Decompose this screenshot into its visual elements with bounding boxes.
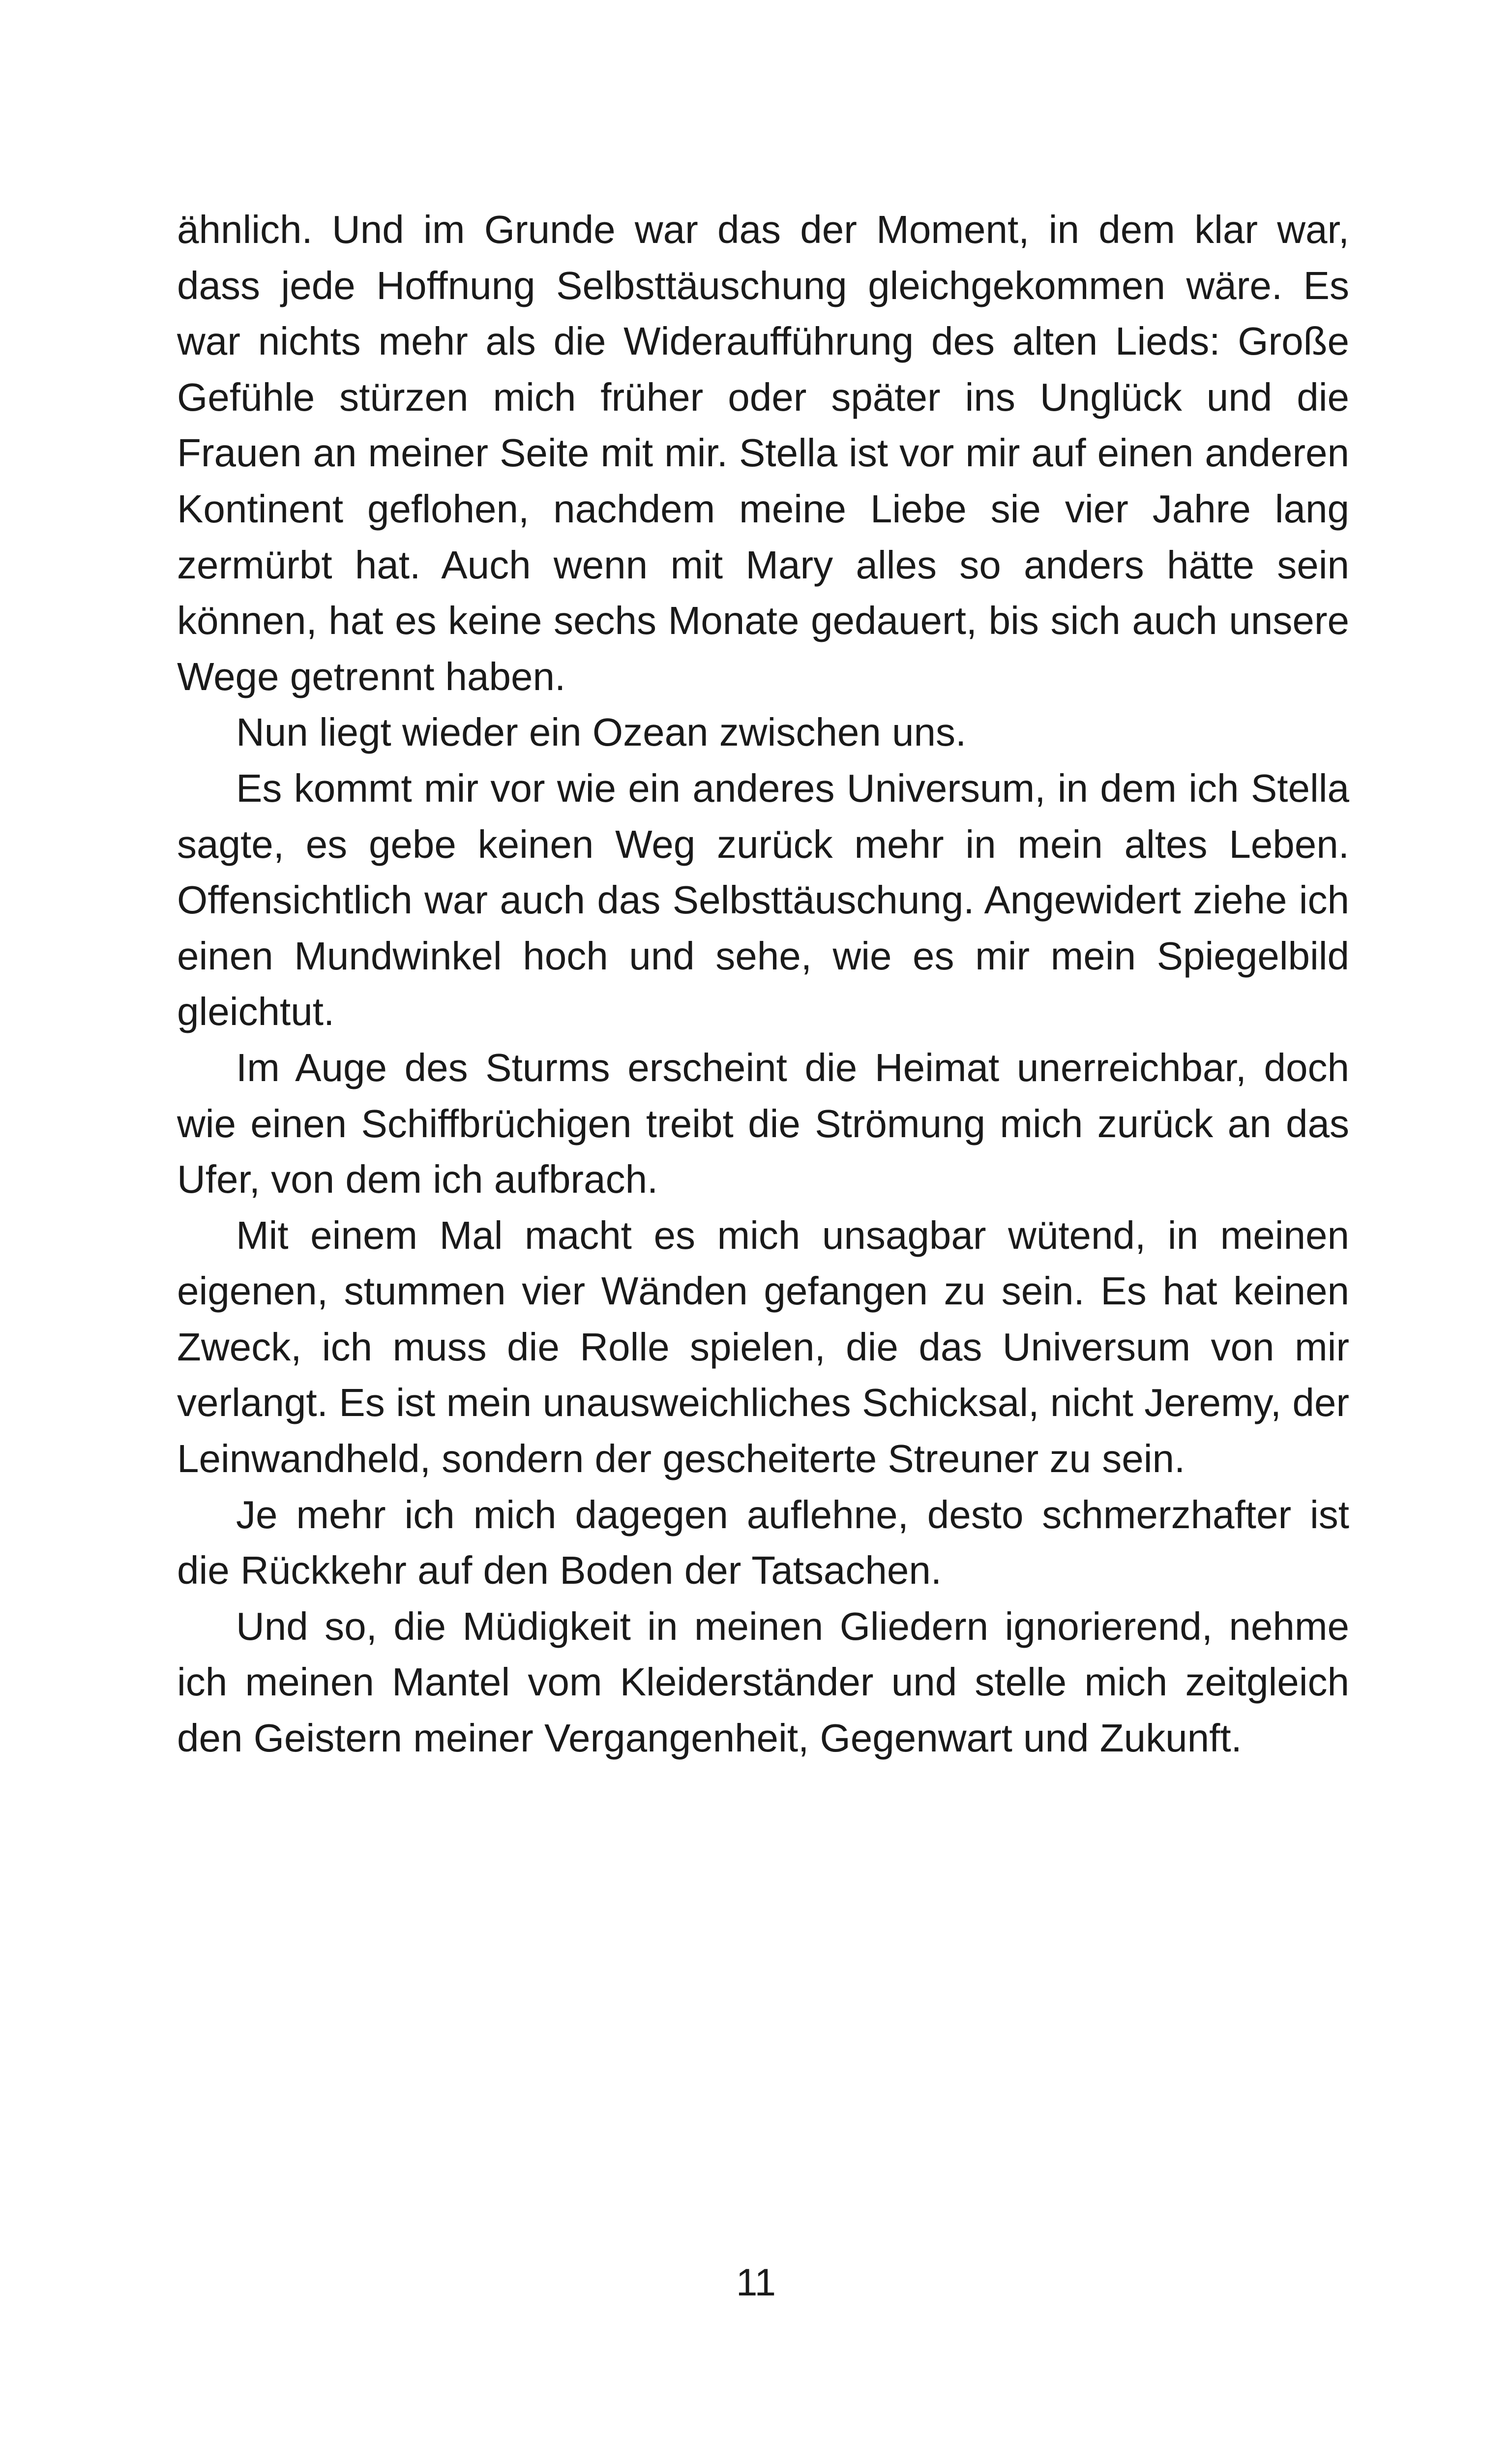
paragraph: Je mehr ich mich dagegen auflehne, desto schmerzhafter ist die Rückkehr auf den Boden der Tatsachen.: [177, 1492, 1349, 1593]
paragraph: Nun liegt wieder ein Ozean zwischen uns.: [236, 710, 967, 754]
paragraph-continued: ähnlich. Und im Grunde war das der Moment, in dem klar war, dass jede Hoffnung Selbsttäuschung gleichgekommen wäre. Es war nichts mehr als die Wideraufführung des alten Lieds: Große Gefühle stürzen mich früher oder später ins Unglück und die Frauen an meiner Seite mit mir. Stella ist vor mir auf einen anderen Kontinent geflohen, nachdem meine Liebe sie vier Jahre lang zermürbt hat. Auch wenn mit Mary alles so anders hätte sein können, hat es keine sechs Monate gedauert, bis sich auch unsere Wege getrennt haben.: [177, 208, 1349, 698]
body-text: [177, 202, 1349, 1766]
paragraph: Mit einem Mal macht es mich unsagbar wütend, in meinen eigenen, stummen vier Wänden gefangen zu sein. Es hat keinen Zweck, ich muss die Rolle spielen, die das Universum von mir verlangt. Es ist mein unausweichliches Schicksal, nicht Jeremy, der Leinwandheld, sondern der gescheiterte Streuner zu sein.: [177, 1213, 1349, 1481]
page-number: 11: [736, 2261, 776, 2304]
paragraph: Es kommt mir vor wie ein anderes Universum, in dem ich Stella sagte, es gebe keinen Weg zurück mehr in mein altes Leben. Offensichtlich war auch das Selbsttäuschung. Angewidert ziehe ich einen Mundwinkel hoch und sehe, wie es mir mein Spiegelbild gleichtut.: [177, 766, 1349, 1034]
paragraph: Im Auge des Sturms erscheint die Heimat unerreichbar, doch wie einen Schiffbrüchigen treibt die Strömung mich zurück an das Ufer, von dem ich aufbrach.: [177, 1045, 1349, 1202]
paragraph: Und so, die Müdigkeit in meinen Gliedern ignorierend, nehme ich meinen Mantel vom Kleiderständer und stelle mich zeitgleich den Geistern meiner Vergangenheit, Gegenwart und Zukunft.: [177, 1604, 1349, 1760]
